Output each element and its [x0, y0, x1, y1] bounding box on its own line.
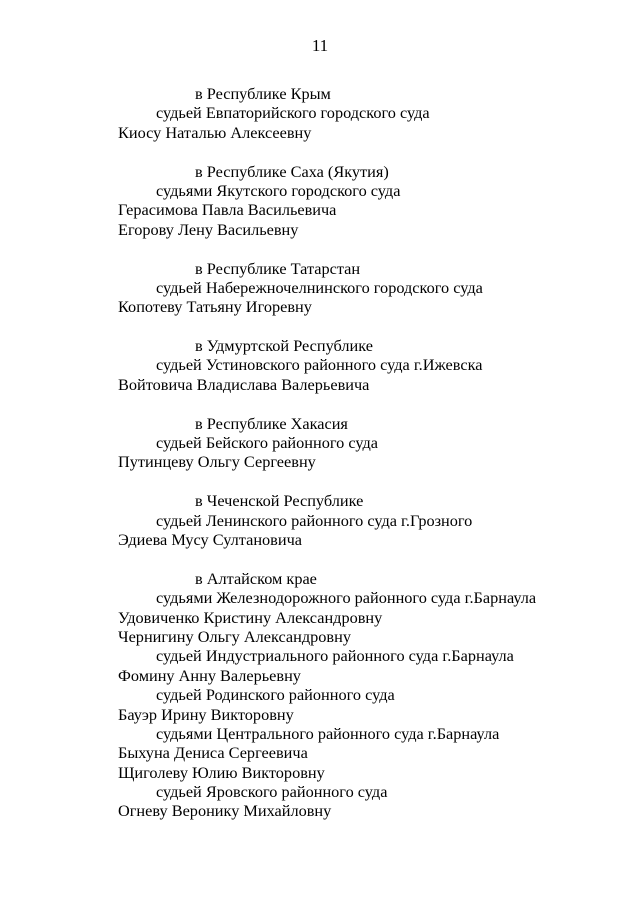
region-heading: в Удмуртской Республике — [195, 336, 373, 356]
court-line: судьей Устиновского районного суда г.Ижевска — [156, 355, 483, 375]
court-line: судьями Центрального районного суда г.Барнаула — [156, 723, 500, 743]
judge-name: Войтовича Владислава Валерьевича — [118, 374, 370, 394]
judge-name: Егорову Лену Васильевну — [118, 219, 299, 239]
judge-name: Огневу Веронику Михайловну — [118, 801, 332, 821]
judge-name: Быхуна Дениса Сергеевича — [118, 743, 308, 763]
section-gap — [0, 142, 640, 161]
court-line: судьей Индустриального районного суда г.Барнаула — [156, 646, 514, 666]
region-heading: в Республике Саха (Якутия) — [195, 161, 389, 181]
page-number: 11 — [311, 36, 329, 55]
judge-name: Герасимова Павла Васильевича — [118, 200, 337, 220]
region-heading: в Республике Хакасия — [195, 413, 348, 433]
court-line: судьей Бейского районного суда — [156, 433, 378, 453]
court-line: судьей Набережночелнинского городского суда — [156, 277, 483, 297]
section-gap — [0, 317, 640, 336]
court-line: судьей Евпаторийского городского суда — [156, 103, 430, 123]
section-gap — [0, 394, 640, 413]
court-line: судьей Яровского районного суда — [156, 782, 388, 802]
region-heading: в Алтайском крае — [195, 568, 317, 588]
judge-name: Удовиченко Кристину Александровну — [118, 607, 383, 627]
section-gap — [0, 549, 640, 568]
section-gap — [0, 472, 640, 491]
judge-name: Путинцеву Ольгу Сергеевну — [118, 452, 316, 472]
judge-name: Эдиева Мусу Султановича — [118, 529, 302, 549]
section-gap — [0, 239, 640, 258]
court-line: судьями Якутского городского суда — [156, 180, 401, 200]
judge-name: Щиголеву Юлию Викторовну — [118, 762, 325, 782]
judge-name: Бауэр Ирину Викторовну — [118, 704, 294, 724]
judge-name: Копотеву Татьяну Игоревну — [118, 297, 312, 317]
court-line: судьями Железнодорожного районного суда г.Барнаула — [156, 588, 537, 608]
judge-name: Фомину Анну Валерьевну — [118, 665, 301, 685]
document-body — [0, 84, 640, 821]
court-line: судьей Ленинского районного суда г.Грозного — [156, 510, 473, 530]
region-heading: в Республике Крым — [195, 84, 331, 103]
court-line: судьей Родинского районного суда — [156, 685, 395, 705]
judge-name: Киосу Наталью Алексеевну — [118, 122, 312, 142]
region-heading: в Республике Татарстан — [195, 258, 361, 278]
region-heading: в Чеченской Республике — [195, 491, 364, 511]
judge-name: Чернигину Ольгу Александровну — [118, 626, 351, 646]
